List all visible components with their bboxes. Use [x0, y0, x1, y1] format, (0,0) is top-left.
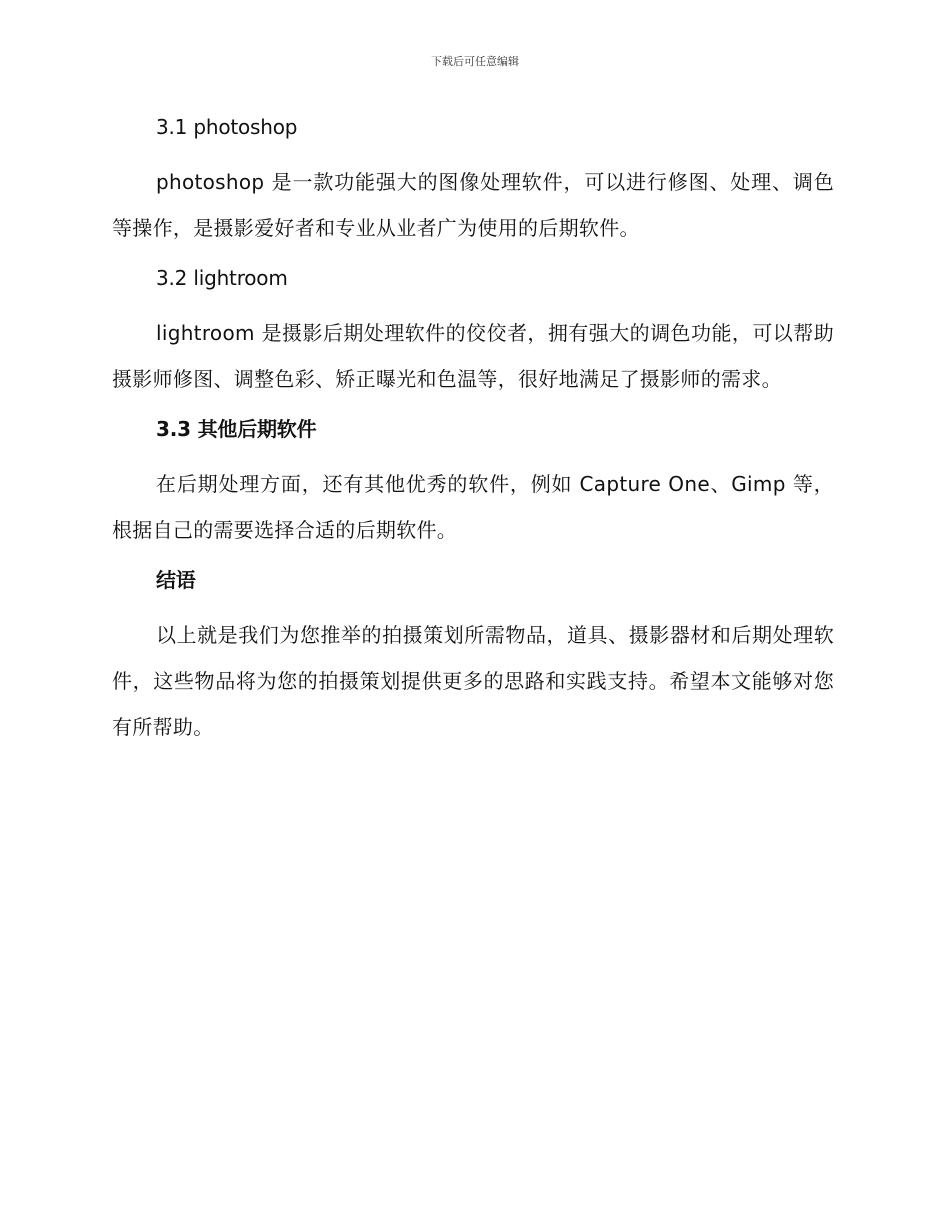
section-heading-conclusion: 结语 — [156, 568, 196, 592]
spacer — [112, 597, 834, 612]
spacer — [112, 144, 834, 159]
section-heading-lightroom: 3.2 lightroom — [156, 266, 288, 290]
spacer — [112, 402, 834, 412]
spacer — [112, 446, 834, 461]
spacer — [112, 295, 834, 310]
section-paragraph-conclusion: 以上就是我们为您推举的拍摄策划所需物品，道具、摄影器材和后期处理软件，这些物品将为您的拍摄策划提供更多的思路和实践支持。希望本文能够对您有所帮助。 — [112, 623, 834, 739]
section-paragraph-lightroom: lightroom 是摄影后期处理软件的佼佼者，拥有强大的调色功能，可以帮助摄影师修图、调整色彩、矫正曝光和色温等，很好地满足了摄影师的需求。 — [112, 321, 834, 391]
spacer — [112, 553, 834, 563]
section-heading-photoshop: 3.1 photoshop — [156, 115, 298, 139]
section-paragraph-photoshop: photoshop 是一款功能强大的图像处理软件，可以进行修图、处理、调色等操作，是摄影爱好者和专业从业者广为使用的后期软件。 — [112, 170, 834, 240]
page-header: 下载后可任意编辑 — [431, 55, 519, 68]
document-body — [112, 110, 834, 750]
section-heading-other-software: 3.3 其他后期软件 — [156, 417, 317, 441]
section-paragraph-other-software: 在后期处理方面，还有其他优秀的软件，例如 Capture One、Gimp 等，根据自己的需要选择合适的后期软件。 — [112, 472, 834, 542]
spacer — [112, 251, 834, 261]
